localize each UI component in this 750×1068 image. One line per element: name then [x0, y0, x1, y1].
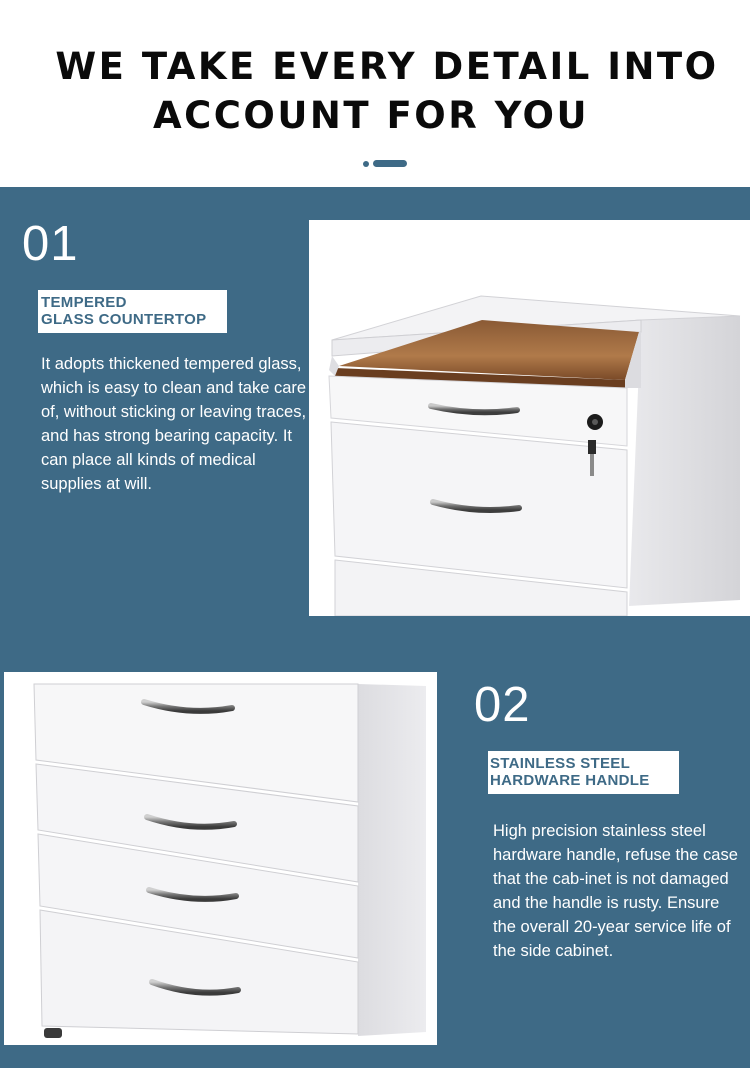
feature-description-02: High precision stainless steel hardware handle, refuse the case that the cab-inet is not damaged and the handle is rusty. Ensure the overall 20-year service life of the side cabinet.	[493, 822, 738, 960]
feature-label-01-line1: TEMPERED	[41, 294, 127, 311]
feature-label-01-line2: GLASS COUNTERTOP	[41, 311, 207, 328]
header-section	[0, 0, 750, 187]
page-title-line-1: WE TAKE EVERY DETAIL INTO	[55, 45, 719, 88]
glass-countertop-photo	[309, 220, 750, 616]
cabinet-top-illustration	[309, 220, 750, 616]
feature-label-02-line1: STAINLESS STEEL	[490, 755, 631, 772]
feature-label-02	[488, 751, 679, 794]
title-divider	[363, 160, 407, 167]
feature-number-02: 02	[474, 678, 531, 732]
divider-bar	[373, 160, 407, 167]
page-title-line-2: ACCOUNT FOR YOU	[152, 94, 590, 137]
divider-dot	[363, 161, 369, 167]
feature-label-01	[38, 290, 227, 333]
feature-description-01: It adopts thickened tempered glass, which is easy to clean and take care of, without sticking or leaving traces, and has strong bearing capacity. It can place all kinds of medical supplies at will.	[41, 355, 307, 493]
feature-number-01: 01	[22, 217, 79, 271]
cabinet-drawers-illustration	[4, 672, 437, 1045]
stainless-handle-photo	[4, 672, 437, 1045]
feature-label-02-line2: HARDWARE HANDLE	[490, 772, 650, 789]
